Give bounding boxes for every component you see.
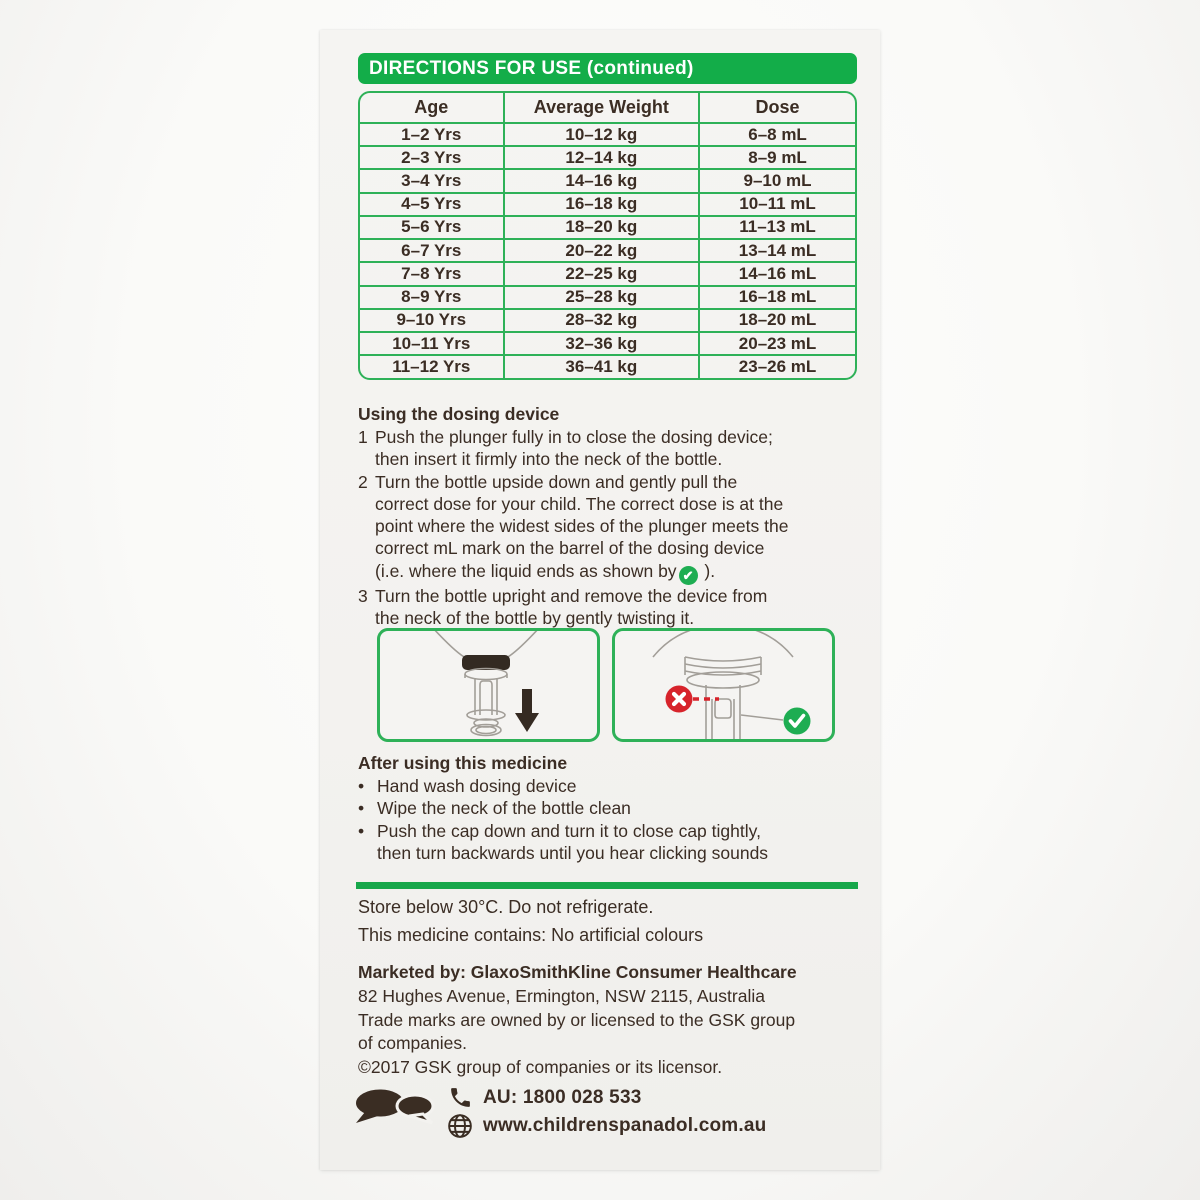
illustration-row xyxy=(377,628,835,742)
globe-icon xyxy=(446,1113,474,1139)
table-cell: 6–8 mL xyxy=(699,123,855,146)
step-text xyxy=(375,426,863,471)
table-row xyxy=(360,262,855,285)
table-row xyxy=(360,216,855,239)
bottle-dose-level-illustration-icon xyxy=(615,631,832,739)
section-header-title: DIRECTIONS FOR USE (continued) xyxy=(369,57,694,79)
packaging-back-panel xyxy=(320,30,880,1170)
step-line-text: (i.e. where the liquid ends as shown by xyxy=(375,560,677,581)
bullet-text xyxy=(377,775,576,797)
website-url: www.childrenspanadol.com.au xyxy=(483,1115,767,1136)
illustration-pull-dose xyxy=(612,628,835,742)
after-using-section xyxy=(358,752,863,864)
step-number: 2 xyxy=(358,471,368,492)
table-cell: 10–11 Yrs xyxy=(360,332,504,355)
table-cell: 16–18 mL xyxy=(699,286,855,309)
bullet-item xyxy=(358,775,863,797)
down-arrow-icon xyxy=(515,689,539,732)
green-divider xyxy=(356,882,858,889)
step-text xyxy=(375,471,863,585)
bullet-text xyxy=(377,820,768,865)
bullet-line: Push the cap down and turn it to close cap tightly, xyxy=(377,820,761,841)
bullet-marker-icon: • xyxy=(358,776,365,796)
step-line: correct mL mark on the barrel of the dosing device xyxy=(375,538,765,559)
table-cell: 8–9 mL xyxy=(699,146,855,169)
dosage-table-body xyxy=(360,123,855,378)
table-row xyxy=(360,146,855,169)
table-cell: 8–9 Yrs xyxy=(360,286,504,309)
table-cell: 25–28 kg xyxy=(504,286,700,309)
table-cell: 23–26 mL xyxy=(738,357,817,377)
table-cell: 10–11 mL xyxy=(699,193,855,216)
step-item xyxy=(358,426,863,471)
bullet-item xyxy=(358,820,863,865)
trademark-line: of companies. xyxy=(358,1033,467,1054)
table-row xyxy=(360,355,855,378)
table-cell: 2–3 Yrs xyxy=(360,146,504,169)
illustration-insert-device xyxy=(377,628,600,742)
table-cell: 11–12 Yrs xyxy=(360,355,504,378)
step-line-text: ). xyxy=(699,560,716,581)
storage-line: Store below 30°C. Do not refrigerate. xyxy=(358,897,654,917)
table-cell: 6–7 Yrs xyxy=(360,239,504,262)
table-cell: 20–23 mL xyxy=(699,332,855,355)
column-header: Age xyxy=(360,93,504,123)
step-item xyxy=(358,585,863,630)
column-header: Average Weight xyxy=(504,93,700,123)
step-number: 1 xyxy=(358,427,368,447)
bottle-insert-illustration-icon xyxy=(380,631,597,739)
step-line: correct dose for your child. The correct dose is at the xyxy=(375,493,784,514)
table-row xyxy=(360,123,855,146)
table-cell: 14–16 kg xyxy=(504,169,700,192)
storage-info xyxy=(358,894,703,949)
using-dosing-device-section xyxy=(358,403,863,629)
phone-number: AU: 1800 028 533 xyxy=(483,1086,642,1108)
dosage-table xyxy=(358,91,857,380)
table-cell: 7–8 Yrs xyxy=(360,262,504,285)
step-item xyxy=(358,471,863,585)
step-line: the neck of the bottle by gently twisting it. xyxy=(375,608,695,629)
cross-icon xyxy=(666,686,693,713)
marketing-info xyxy=(358,961,797,1080)
table-cell: 18–20 mL xyxy=(699,309,855,332)
table-cell: 9–10 Yrs xyxy=(360,309,504,332)
table-row xyxy=(360,332,855,355)
check-icon xyxy=(784,708,811,735)
table-row xyxy=(360,286,855,309)
table-cell: 36–41 kg xyxy=(504,355,700,378)
after-bullets-list xyxy=(358,775,863,864)
copyright-line: ©2017 GSK group of companies or its licensor. xyxy=(358,1057,723,1078)
address-line: 82 Hughes Avenue, Ermington, NSW 2115, Australia xyxy=(358,985,765,1006)
speech-bubbles-icon xyxy=(354,1085,446,1139)
contents-line: This medicine contains: No artificial colours xyxy=(358,924,704,945)
table-cell: 13–14 mL xyxy=(699,239,855,262)
phone-row xyxy=(446,1085,766,1110)
table-cell: 14–16 mL xyxy=(699,262,855,285)
marketed-by-line: Marketed by: GlaxoSmithKline Consumer Healthcare xyxy=(358,962,797,982)
table-cell: 28–32 kg xyxy=(504,309,700,332)
website-row xyxy=(446,1113,766,1139)
table-cell: 10–12 kg xyxy=(504,123,700,146)
table-cell: 11–13 mL xyxy=(699,216,855,239)
bullet-line: Hand wash dosing device xyxy=(377,776,577,796)
table-cell: 5–6 Yrs xyxy=(360,216,504,239)
table-row xyxy=(360,239,855,262)
table-cell: 18–20 kg xyxy=(504,216,700,239)
table-cell: 4–5 Yrs xyxy=(360,193,504,216)
table-row xyxy=(360,309,855,332)
table-cell: 3–4 Yrs xyxy=(360,169,504,192)
phone-icon xyxy=(446,1085,474,1110)
table-cell: 32–36 kg xyxy=(504,332,700,355)
step-line-with-icon xyxy=(375,560,863,585)
contact-block xyxy=(354,1085,766,1139)
using-steps-list xyxy=(358,426,863,629)
step-number: 3 xyxy=(358,585,368,606)
table-cell: 12–14 kg xyxy=(504,146,700,169)
trademark-line: Trade marks are owned by or licensed to the GSK group xyxy=(358,1009,796,1030)
table-cell: 1–2 Yrs xyxy=(360,123,504,146)
step-line: Turn the bottle upright and remove the device from xyxy=(375,585,768,606)
bullet-item xyxy=(358,797,863,819)
dosage-table-head-row xyxy=(360,93,855,123)
step-line: Push the plunger fully in to close the dosing device; xyxy=(375,427,773,447)
bullet-marker-icon: • xyxy=(358,798,365,819)
section-header-bar xyxy=(358,53,857,84)
bullet-text xyxy=(377,797,631,819)
step-line: then insert it firmly into the neck of the bottle. xyxy=(375,449,723,470)
check-icon: ✔ xyxy=(679,566,698,585)
table-row xyxy=(360,169,855,192)
step-line: point where the widest sides of the plunger meets the xyxy=(375,516,789,537)
bullet-marker-icon: • xyxy=(358,820,365,841)
table-cell: 9–10 mL xyxy=(699,169,855,192)
table-cell: 22–25 kg xyxy=(504,262,700,285)
table-row xyxy=(360,193,855,216)
after-section-heading: After using this medicine xyxy=(358,753,568,773)
using-section-heading: Using the dosing device xyxy=(358,404,560,424)
table-cell: 20–22 kg xyxy=(504,239,700,262)
step-text xyxy=(375,585,863,630)
trademark-lines xyxy=(358,1009,797,1057)
table-cell: 16–18 kg xyxy=(504,193,700,216)
column-header: Dose xyxy=(699,93,855,123)
bullet-line: Wipe the neck of the bottle clean xyxy=(377,798,631,819)
bullet-line: then turn backwards until you hear clicking sounds xyxy=(377,842,769,863)
step-line: Turn the bottle upside down and gently pull the xyxy=(375,471,738,492)
